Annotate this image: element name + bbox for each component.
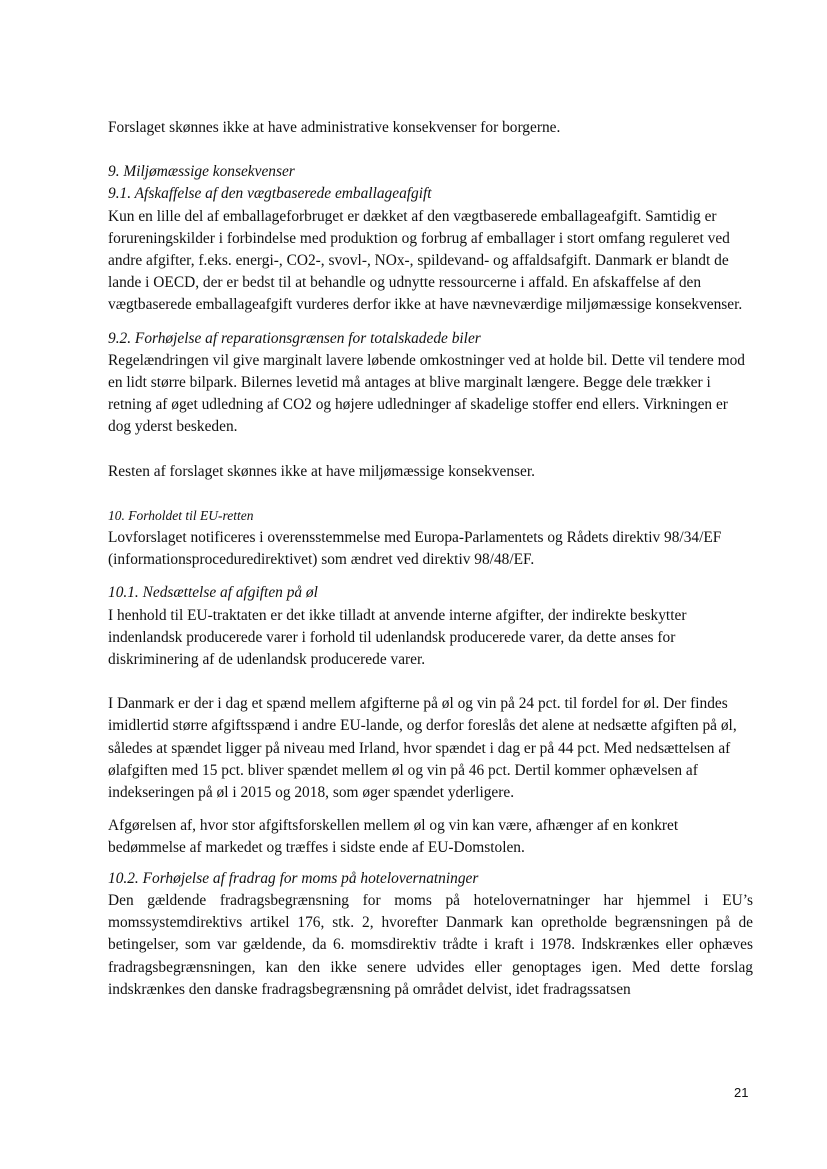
section-9-2-heading: 9.2. Forhøjelse af reparationsgrænsen for totalskadede biler: [108, 329, 481, 347]
section-9-rest: Resten af forslaget skønnes ikke at have miljømæssige konsekvenser.: [108, 462, 535, 480]
page-number: 21: [734, 1085, 749, 1100]
section-10-1-body-3: Afgørelsen af, hvor stor afgiftsforskellen mellem øl og vin kan være, afhænger af en konkret bedømmelse af markedet og træffes i sidste ende af EU-Domstolen.: [108, 817, 679, 857]
section-9-heading: 9. Miljømæssige konsekvenser: [108, 163, 295, 181]
section-10-2-heading: 10.2. Forhøjelse af fradrag for moms på hotelovernatninger: [108, 869, 479, 887]
intro-paragraph: Forslaget skønnes ikke at have administrative konsekvenser for borgerne.: [108, 119, 561, 136]
section-10-body: Lovforslaget notificeres i overensstemmelse med Europa-Parlamentets og Rådets direktiv 98/34/EF (informationsproceduredirektivet) som ændret ved direktiv 98/48/EF.: [108, 529, 722, 569]
section-10-2-body: Den gældende fradragsbegrænsning for moms på hotelovernatninger har hjemmel i EU’s momssystemdirektivs artikel 176, stk. 2, hvorefter Danmark kan opretholde begrænsningen på de betingelser, som var gældende, da 6. momsdirektiv trådte i kraft i 1978. Indskrænkes eller ophæves fradragsbegrænsningen, kan den ikke senere udvides eller genoptages igen. Med dette forslag indskrænkes den danske fradragsbegrænsning på området delvist, idet fradragssatsen: [108, 891, 753, 998]
section-9-1-body: Kun en lille del af emballageforbruget er dækket af den vægtbaserede emballageafgift. Samtidig er forureningskilder i forbindelse med produktion og forbrug af emballager i stort omfang reguleret ved andre afgifter, f.eks. energi-, CO2-, svovl-, NOx-, spildevand- og affaldsafgift. Danmark er blandt de lande i OECD, der er bedst til at behandle og udnytte ressourcerne i affald. En afskaffelse af den vægtbaserede emballageafgift vurderes derfor ikke at have nævneværdige miljømæssige konsekvenser.: [108, 207, 743, 314]
section-10-1-body-1: I henhold til EU-traktaten er det ikke tilladt at anvende interne afgifter, der indirekte beskytter indenlandsk producerede varer i forhold til udenlandsk producerede varer, da dette anses for diskriminering af de udenlandsk producerede varer.: [108, 606, 687, 669]
section-10-1-body-2: I Danmark er der i dag et spænd mellem afgifterne på øl og vin på 24 pct. til fordel for øl. Der findes imidlertid større afgiftsspænd i andre EU-lande, og derfor foreslås det alene at nedsætte afgiften på øl, således at spændet ligger på niveau med Irland, hvor spændet i dag er på 44 pct. Med nedsættelsen af ølafgiften med 15 pct. bliver spændet mellem øl og vin på 46 pct. Dertil kommer ophævelsen af indekseringen på øl i 2015 og 2018, som øger spændet yderligere.: [108, 695, 737, 802]
section-10-1-heading: 10.1. Nedsættelse af afgiften på øl: [108, 584, 318, 602]
section-9-1-heading: 9.1. Afskaffelse af den vægtbaserede emballageafgift: [108, 185, 432, 203]
document-body: [108, 117, 753, 1001]
section-10-heading: 10. Forholdet til EU-retten: [108, 507, 254, 523]
section-9-2-body: Regelændringen vil give marginalt lavere løbende omkostninger ved at holde bil. Dette vil tendere mod en lidt større bilpark. Bilernes levetid må antages at blive marginalt længere. Begge dele trækker i retning af øget udledning af CO2 og højere udledninger af skadelige stoffer end ellers. Virkningen er dog yderst beskeden.: [108, 351, 745, 436]
